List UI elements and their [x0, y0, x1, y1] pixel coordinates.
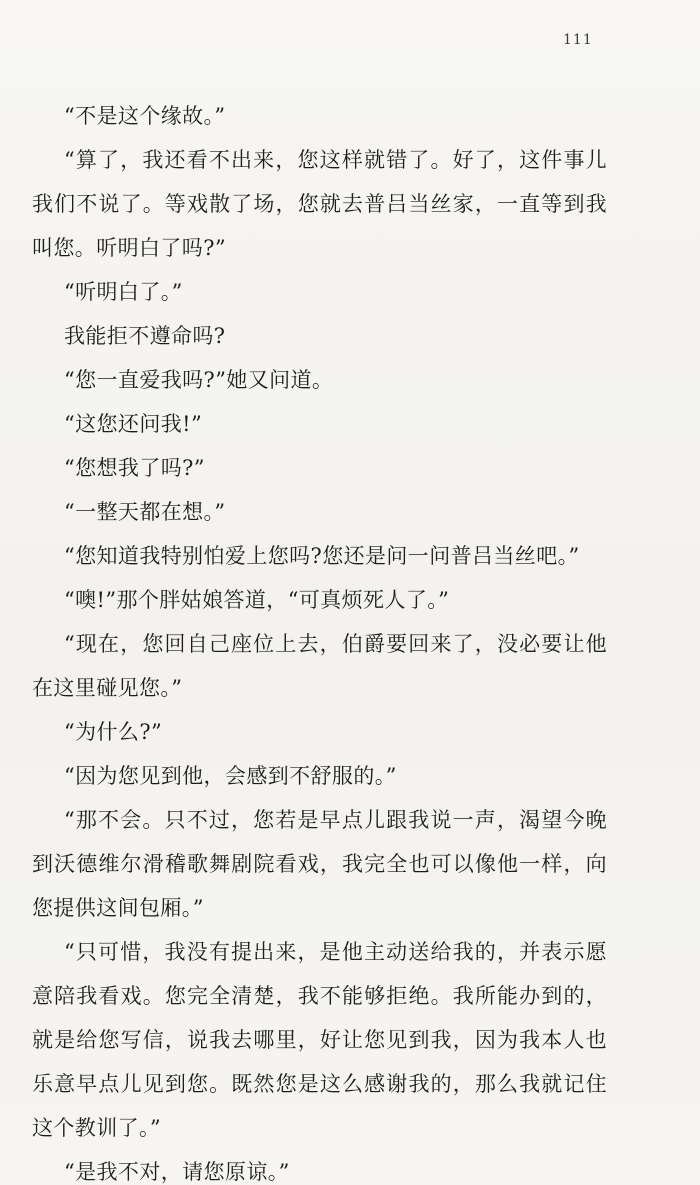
paragraph: “噢!”那个胖姑娘答道，“可真烦死人了。” [64, 588, 450, 612]
paragraph: “您一直爱我吗?”她又问道。 [64, 368, 334, 392]
paragraph: “因为您见到他，会感到不舒服的。” [64, 764, 397, 788]
paragraph: “现在，您回自己座位上去，伯爵要回来了，没必要让他在这里碰见您。” [32, 632, 607, 700]
paragraph: “一整天都在想。” [64, 500, 226, 524]
paragraph: “听明白了。” [64, 280, 183, 304]
paragraph: “这您还问我!” [64, 412, 203, 436]
paragraph: “您想我了吗?” [64, 456, 205, 480]
paragraph: “不是这个缘故。” [64, 104, 226, 128]
paragraph: 我能拒不遵命吗? [64, 324, 226, 348]
paragraph: “只可惜，我没有提出来，是他主动送给我的，并表示愿意陪我看戏。您完全清楚，我不能够拒绝。我所能办到的，就是给您写信，说我去哪里，好让您见到我，因为我本人也乐意早点儿见到您。既然您是这么感谢我的，那么我就记住这个教训了。” [32, 940, 607, 1140]
paragraph: “为什么?” [64, 720, 163, 744]
paragraph: “那不会。只不过，您若是早点儿跟我说一声，渴望今晚到沃德维尔滑稽歌舞剧院看戏，我完全也可以像他一样，向您提供这间包厢。” [32, 808, 607, 920]
page-number: 111 [563, 32, 593, 48]
page-body [32, 94, 607, 1185]
paragraph: “您知道我特别怕爱上您吗?您还是问一问普吕当丝吧。” [64, 544, 580, 568]
paragraph: “是我不对，请您原谅。” [64, 1160, 290, 1184]
paragraph: “算了，我还看不出来，您这样就错了。好了，这件事儿我们不说了。等戏散了场，您就去普吕当丝家，一直等到我叫您。听明白了吗?” [32, 148, 607, 260]
